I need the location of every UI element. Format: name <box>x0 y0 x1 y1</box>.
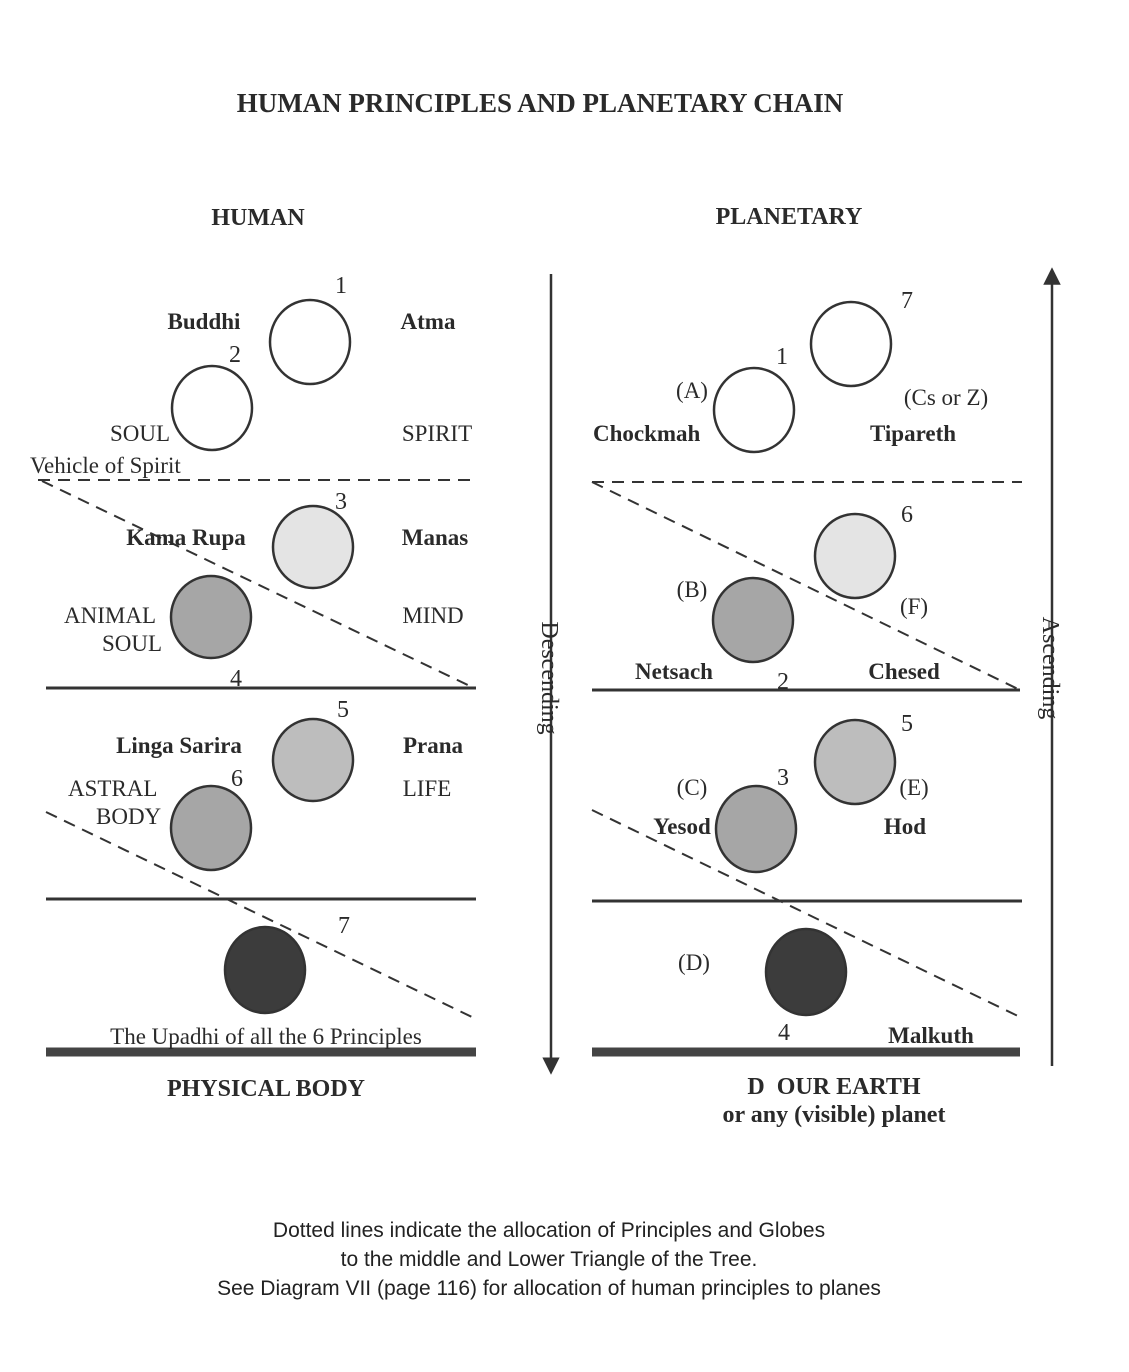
label-life: LIFE <box>402 776 452 801</box>
human-globe-1 <box>270 300 350 384</box>
planetary-globe-3 <box>716 786 796 872</box>
planetary-globe-5 <box>815 720 895 804</box>
label-spirit: SPIRIT <box>401 421 473 446</box>
human-number-6: 6 <box>231 766 243 792</box>
label-yesod: Yesod <box>653 814 711 839</box>
label-prana: Prana <box>402 733 464 758</box>
planetary-number-1: 1 <box>776 344 788 370</box>
human-number-5: 5 <box>337 697 349 723</box>
planetary-globe-2 <box>713 578 793 662</box>
planetary-number-7: 7 <box>901 288 913 314</box>
human-number-2: 2 <box>229 342 241 368</box>
human-number-7: 7 <box>338 913 350 939</box>
planetary-footer-line1: D OUR EARTH <box>747 1074 921 1100</box>
ascending-label: Ascending <box>1037 616 1063 720</box>
descending-arrow <box>536 274 562 1066</box>
caption-line-3: See Diagram VII (page 116) for allocation of human principles to planes <box>217 1277 881 1300</box>
label-c: (C) <box>676 775 708 800</box>
label-malkuth: Malkuth <box>888 1023 974 1048</box>
human-footer: PHYSICAL BODY <box>166 1076 366 1102</box>
human-globe-2 <box>172 366 252 450</box>
human-globe-4 <box>171 576 251 658</box>
human-diagonal-upper <box>42 481 474 688</box>
human-globe-3 <box>273 506 353 588</box>
label-f: (F) <box>899 594 929 619</box>
label-vehicle-of-spirit: Vehicle of Spirit <box>30 453 181 478</box>
planetary-number-6: 6 <box>901 502 913 528</box>
human-heading: HUMAN <box>211 205 305 231</box>
caption-line-2: to the middle and Lower Triangle of the Tree. <box>340 1248 758 1271</box>
caption-line-1: Dotted lines indicate the allocation of Principles and Globes <box>272 1219 826 1242</box>
planetary-number-5: 5 <box>901 711 913 737</box>
ascending-arrow <box>1037 276 1063 1066</box>
label-manas: Manas <box>401 525 469 550</box>
label-tipareth: Tipareth <box>869 421 957 446</box>
planetary-globe-4 <box>766 929 846 1015</box>
human-globe-6 <box>171 786 251 870</box>
label-soul-animal: SOUL <box>102 631 163 656</box>
planetary-panel <box>592 288 1022 1128</box>
label-hod: Hod <box>883 814 927 839</box>
descending-label: Descending <box>536 621 562 735</box>
label-atma: Atma <box>400 309 456 334</box>
planetary-heading: PLANETARY <box>715 204 863 230</box>
label-cs-or-z: (Cs or Z) <box>903 385 989 410</box>
human-globe-5 <box>273 719 353 801</box>
label-b: (B) <box>676 577 708 602</box>
planetary-globe-6 <box>815 514 895 598</box>
planetary-globe-1 <box>714 368 794 452</box>
human-globe-7 <box>225 927 305 1013</box>
label-soul: SOUL <box>110 421 171 446</box>
label-chesed: Chesed <box>868 659 940 684</box>
human-number-1: 1 <box>335 273 347 299</box>
label-a: (A) <box>676 378 708 403</box>
label-chockmah: Chockmah <box>593 421 701 446</box>
label-astral: ASTRAL <box>68 776 158 801</box>
label-kama-rupa: Kama Rupa <box>126 525 246 550</box>
label-linga-sarira: Linga Sarira <box>116 733 242 758</box>
label-netsach: Netsach <box>635 659 713 684</box>
label-animal: ANIMAL <box>64 603 156 628</box>
planetary-number-4: 4 <box>778 1020 790 1046</box>
label-buddhi: Buddhi <box>167 309 241 334</box>
label-e: (E) <box>899 775 929 800</box>
label-body: BODY <box>96 804 162 829</box>
label-d: (D) <box>678 950 710 975</box>
human-number-4: 4 <box>230 666 242 692</box>
diagram-title: HUMAN PRINCIPLES AND PLANETARY CHAIN <box>236 88 844 118</box>
planetary-number-2: 2 <box>777 669 789 695</box>
human-number-3: 3 <box>335 489 347 515</box>
label-upadhi: The Upadhi of all the 6 Principles <box>110 1024 422 1049</box>
planetary-number-3: 3 <box>777 765 789 791</box>
label-mind: MIND <box>402 603 464 628</box>
human-panel <box>30 273 476 1102</box>
planetary-globe-7 <box>811 302 891 386</box>
planetary-footer-line2: or any (visible) planet <box>722 1102 946 1128</box>
